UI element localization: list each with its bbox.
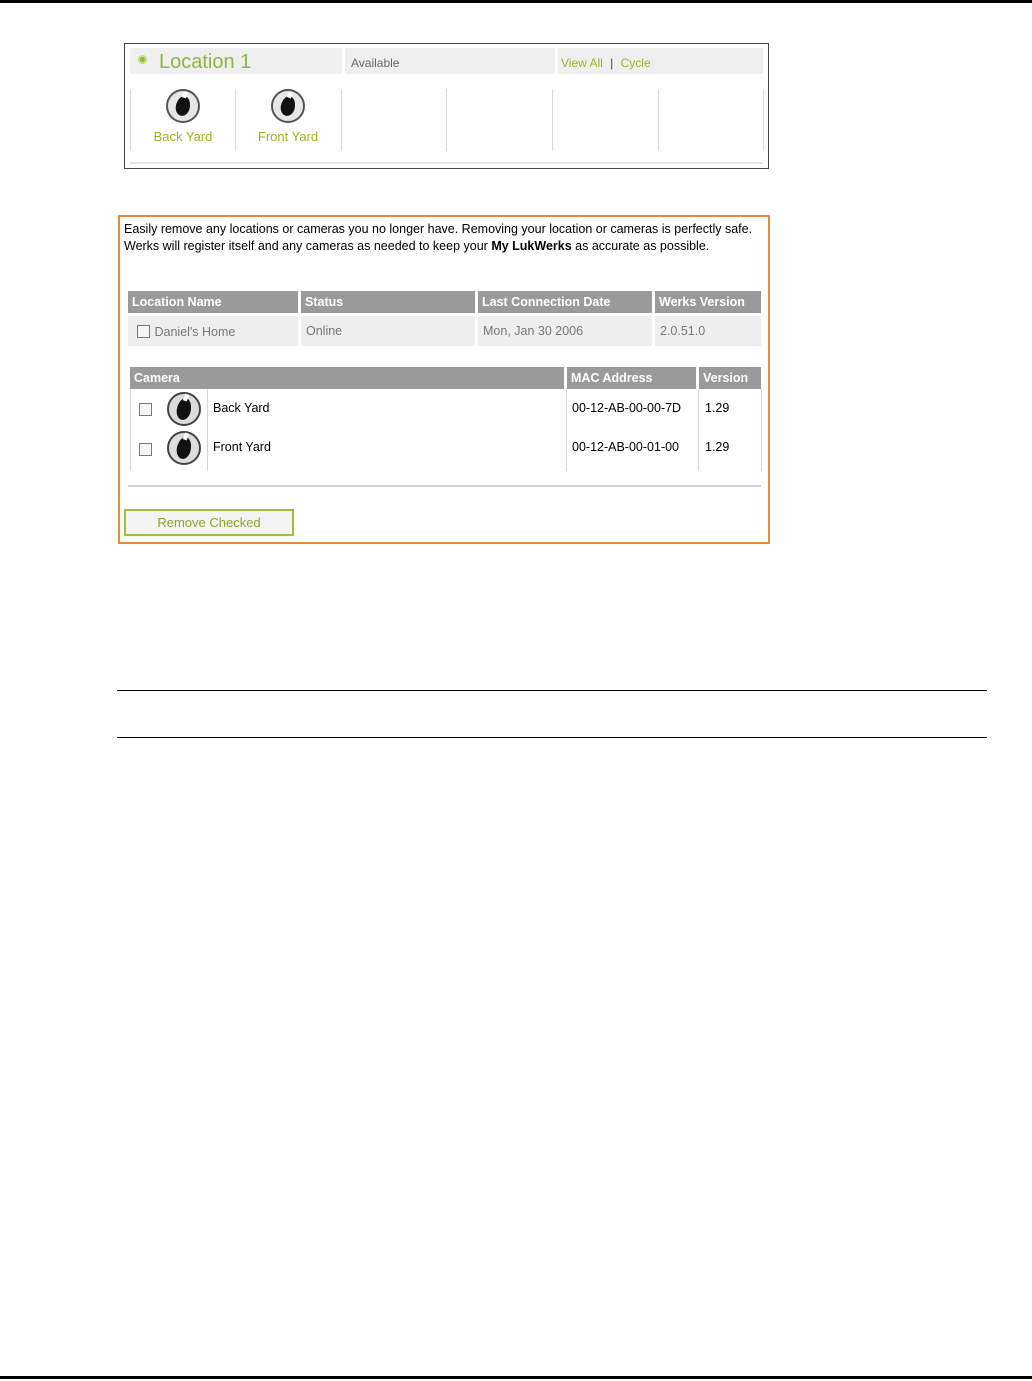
grid-line — [761, 389, 762, 471]
col-header-camera: Camera — [130, 367, 564, 389]
camera-icon — [167, 392, 201, 426]
col-header-mac: MAC Address — [567, 367, 696, 389]
camera-name: Front Yard — [213, 440, 271, 454]
intro-text-part: Easily remove any locations or cameras you no longer have. Removing your location or cameras is perfectly safe. Werks will register itself and any cameras as needed to keep your — [124, 222, 753, 253]
grid-line — [698, 389, 699, 471]
col-header-status: Status — [301, 291, 475, 313]
grid-line — [130, 389, 131, 471]
camera-tile-front-yard[interactable] — [236, 89, 340, 144]
grid-line — [566, 389, 567, 471]
tile-divider — [658, 89, 659, 151]
tile-divider — [552, 89, 553, 151]
camera-name: Back Yard — [213, 401, 270, 415]
location-date-cell: Mon, Jan 30 2006 — [478, 316, 652, 346]
camera-checkbox-front-yard[interactable] — [139, 443, 152, 456]
location-header-bar — [130, 48, 763, 74]
camera-version: 1.29 — [705, 440, 730, 454]
camera-icon — [167, 431, 201, 465]
col-header-cam-version: Version — [699, 367, 761, 389]
camera-mac: 00-12-AB-00-01-00 — [572, 440, 680, 454]
camera-mac: 00-12-AB-00-00-7D — [572, 401, 682, 415]
col-header-last-connection: Last Connection Date — [478, 291, 652, 313]
intro-text-part: as accurate as possible. — [571, 239, 710, 253]
section-rule — [117, 690, 987, 691]
location-name: Daniel's Home — [154, 324, 236, 339]
camera-checkbox-back-yard[interactable] — [139, 403, 152, 416]
camera-icon[interactable] — [166, 89, 200, 123]
camera-tile-label[interactable]: Front Yard — [257, 129, 319, 144]
location-status: Available — [351, 56, 400, 70]
camera-icon[interactable] — [271, 89, 305, 123]
remove-checked-button[interactable]: Remove Checked — [124, 509, 294, 536]
view-all-link[interactable]: View All — [561, 56, 603, 70]
header-divider — [555, 48, 558, 74]
tile-divider — [763, 89, 764, 151]
location-title[interactable]: Location 1 — [159, 51, 252, 73]
intro-bold: My LukWerks — [491, 239, 572, 253]
panel-bottom-rule — [130, 162, 763, 164]
location-panel — [124, 43, 769, 169]
col-header-werks-version: Werks Version — [655, 291, 761, 313]
panel-divider — [128, 485, 761, 487]
location-name-cell — [128, 316, 298, 346]
remove-panel — [118, 215, 770, 544]
section-rule — [117, 737, 987, 738]
tile-divider — [446, 89, 447, 151]
grid-line — [207, 389, 208, 471]
link-separator: | — [610, 56, 614, 70]
camera-version: 1.29 — [705, 401, 730, 415]
bottom-rule — [0, 1376, 1032, 1379]
location-checkbox[interactable] — [137, 325, 150, 338]
location-links — [561, 56, 651, 70]
camera-tile-label[interactable]: Back Yard — [153, 129, 213, 144]
status-dot-icon — [138, 55, 147, 64]
tile-divider — [341, 89, 342, 151]
location-status-cell: Online — [301, 316, 475, 346]
location-version-cell: 2.0.51.0 — [655, 316, 761, 346]
header-divider — [342, 48, 345, 74]
top-rule — [0, 0, 1032, 3]
cycle-link[interactable]: Cycle — [620, 56, 651, 70]
camera-tile-back-yard[interactable] — [131, 89, 235, 144]
intro-text — [124, 221, 754, 255]
col-header-location-name: Location Name — [128, 291, 298, 313]
